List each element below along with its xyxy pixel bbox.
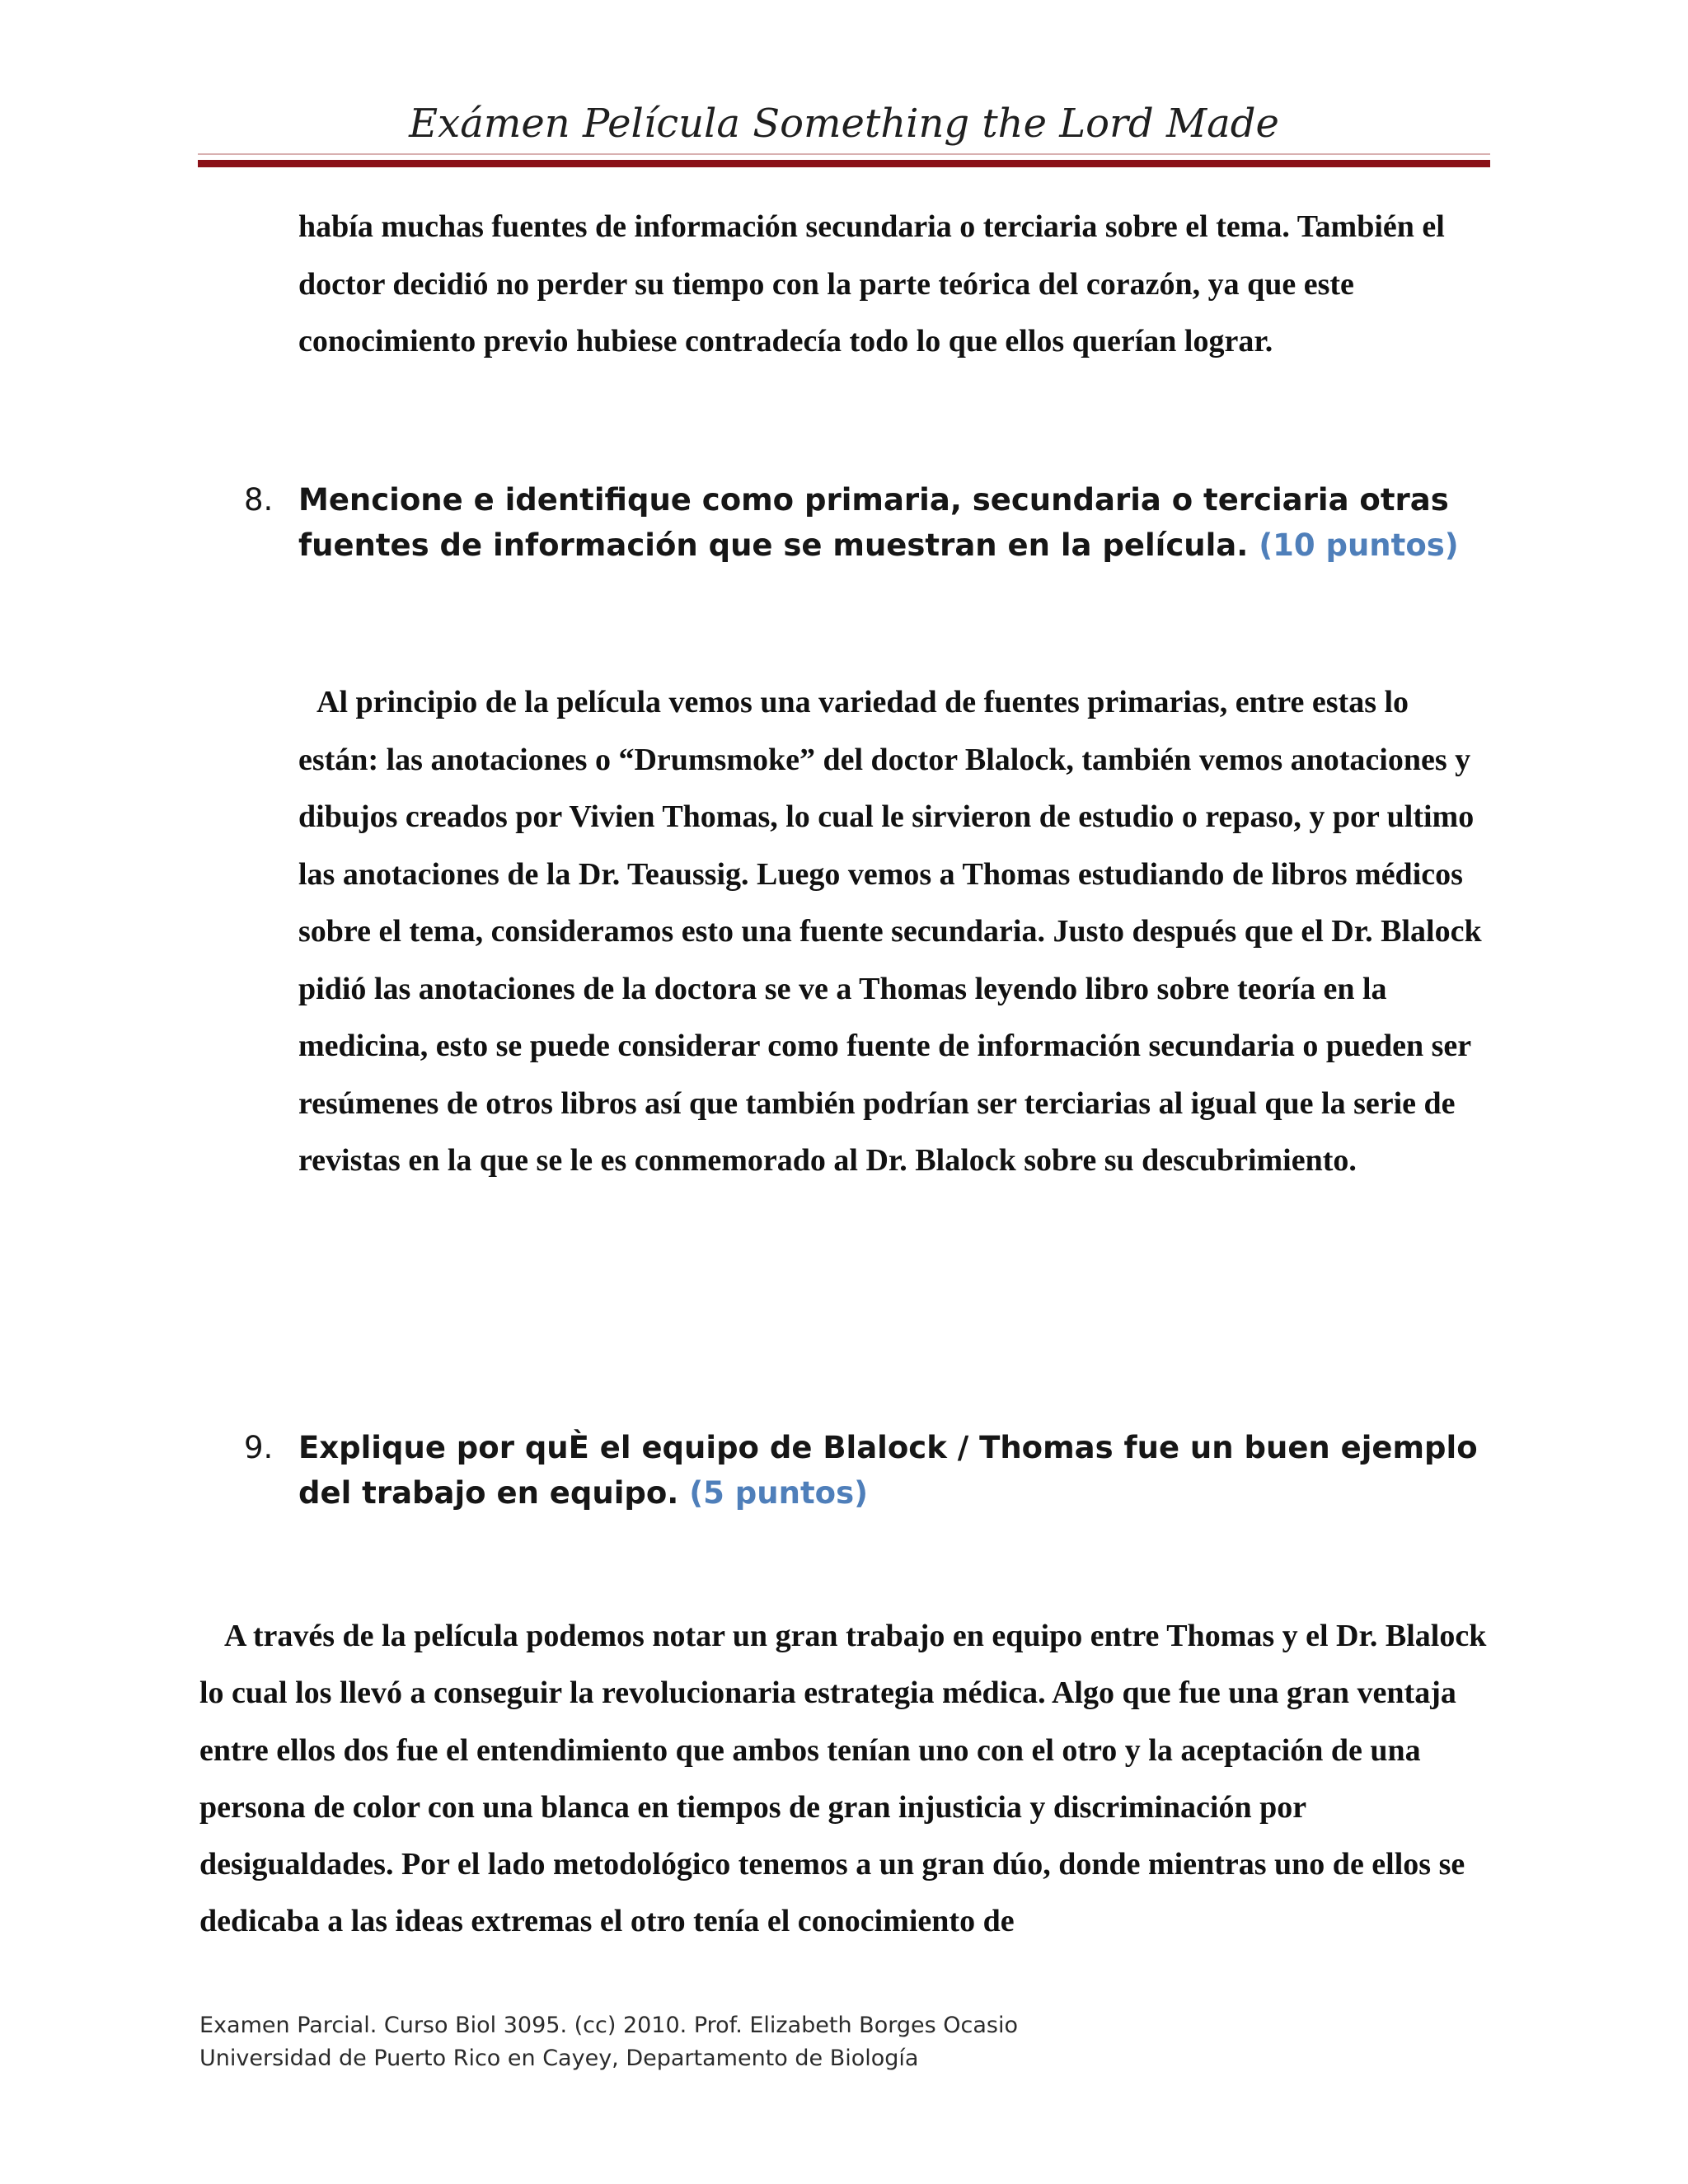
question-number: 9. xyxy=(244,1430,274,1465)
page-header xyxy=(198,97,1490,167)
question-points: (10 puntos) xyxy=(1259,527,1459,563)
question-text xyxy=(298,1425,1497,1516)
header-divider-thick xyxy=(198,160,1490,167)
question-prompt: Explique por quÈ el equipo de Blalock / Thomas fue un buen ejemplo del trabajo en equipo. xyxy=(298,1430,1478,1511)
question-8 xyxy=(244,477,1497,568)
question-number: 8. xyxy=(244,482,274,518)
question-prompt: Mencione e identifique como primaria, secundaria o terciaria otras fuentes de información que se muestran en la película. xyxy=(298,482,1449,563)
header-divider-thin xyxy=(198,153,1490,155)
footer-course-line: Examen Parcial. Curso Biol 3095. (cc) 2010. Prof. Elizabeth Borges Ocasio xyxy=(199,2013,1018,2038)
question-9 xyxy=(244,1425,1497,1516)
answer-8-paragraph: Al principio de la película vemos una variedad de fuentes primarias, entre estas lo están: las anotaciones o “Drumsmoke” del doctor Blalock, también vemos anotaciones y dibujos creados por Vivien Thomas, lo cual le sirvieron de estudio o repaso, y por ultimo las anotaciones de la Dr. Teaussig. Luego vemos a Thomas estudiando de libros médicos sobre el tema, consideramos esto una fuente secundaria. Justo después que el Dr. Blalock pidió las anotaciones de la doctora se ve a Thomas leyendo libro sobre teoría en la medicina, esto se puede considerar como fuente de información secundaria o pueden ser resúmenes de otros libros así que también podrían ser terciarias al igual que la serie de revistas en la que se le es conmemorado al Dr. Blalock sobre su descubrimiento. xyxy=(298,685,1482,1178)
question-points: (5 puntos) xyxy=(689,1475,869,1511)
answer-9-paragraph: A través de la película podemos notar un gran trabajo en equipo entre Thomas y el Dr. Blalock lo cual los llevó a conseguir la revolucionaria estrategia médica. Algo que fue una gran ventaja entre ellos dos fue el entendimiento que ambos tenían uno con el otro y la aceptación de una persona de color con una blanca en tiempos de gran injusticia y discriminación por desigualdades. Por el lado metodológico tenemos a un gran dúo, donde mientras uno de ellos se dedicaba a las ideas extremas el otro tenía el conocimiento de xyxy=(199,1619,1487,1939)
page-title: Exámen Película Something the Lord Made xyxy=(409,101,1279,147)
question-text xyxy=(298,477,1497,568)
footer-institution-line: Universidad de Puerto Rico en Cayey, Departamento de Biología xyxy=(199,2046,919,2071)
continued-answer-paragraph: había muchas fuentes de información secundaria o terciaria sobre el tema. También el doctor decidió no perder su tiempo con la parte teórica del corazón, ya que este conocimiento previo hubiese contradecía todo lo que ellos querían lograr. xyxy=(298,209,1445,359)
page-footer xyxy=(199,2009,1485,2075)
